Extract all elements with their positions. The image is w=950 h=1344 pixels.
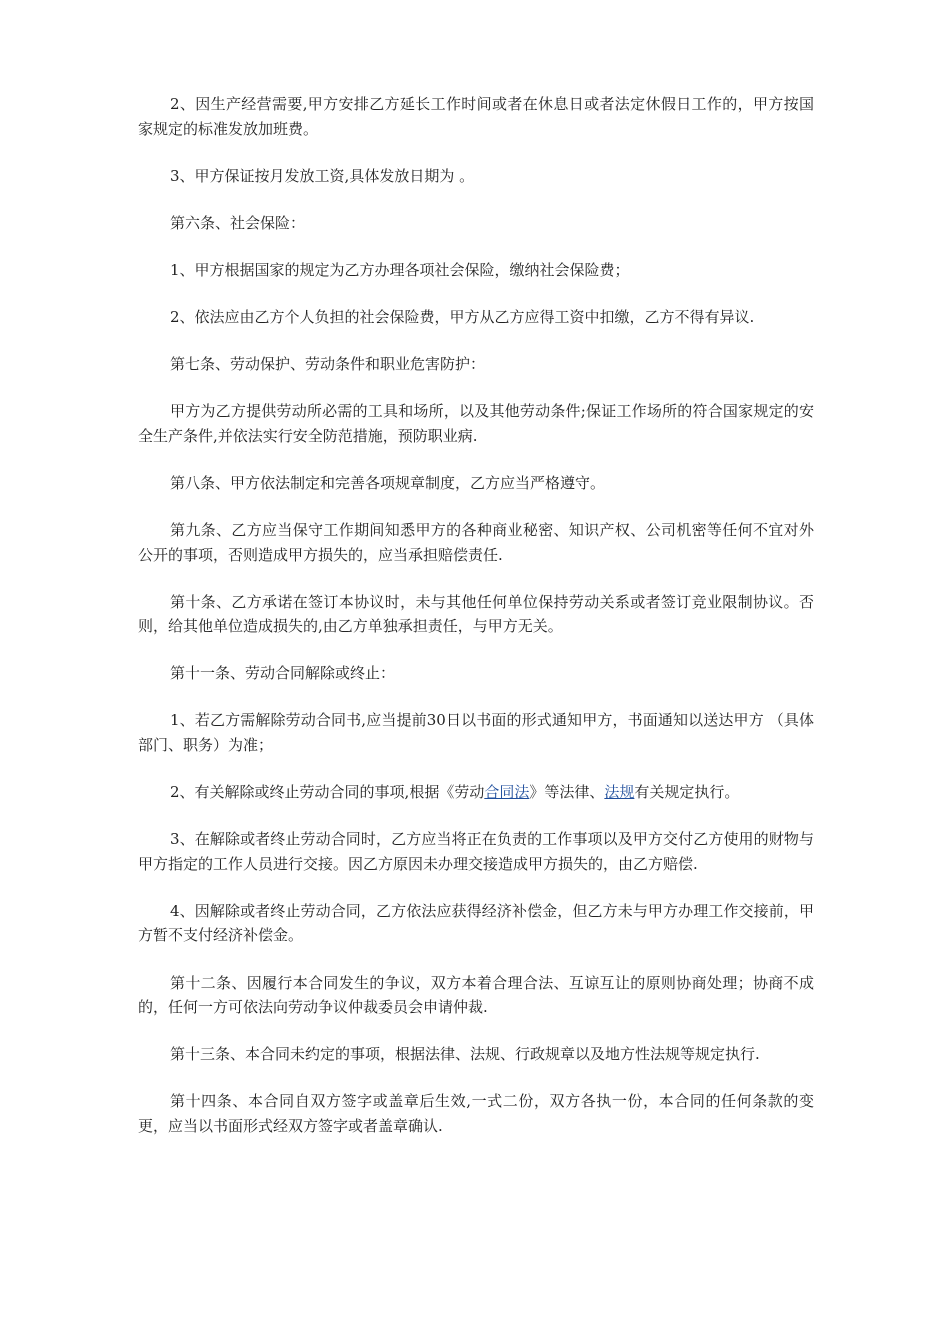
article-7-heading: 第七条、劳动保护、劳动条件和职业危害防护：: [170, 355, 486, 374]
article-6-heading: 第六条、社会保险：: [170, 213, 306, 232]
article-10: 第十条、乙方承诺在签订本协议时，未与其他任何单位保持劳动关系或者签订竞业限制协议。否则，给其他单位造成损失的,由乙方单独承担责任，与甲方无关。: [138, 592, 814, 636]
law-text-middle: 》等法律、: [529, 783, 605, 802]
article-11-heading: 第十一条、劳动合同解除或终止：: [170, 664, 396, 683]
article-14: 第十四条、本合同自双方签字或盖章后生效,一式二份，双方各执一份，本合同的任何条款的变更，应当以书面形式经双方签字或者盖章确认.: [138, 1092, 814, 1135]
document-body: [138, 92, 814, 1161]
article-8: 第八条、甲方依法制定和完善各项规章制度，乙方应当严格遵守。: [170, 473, 606, 492]
paragraph-social-insurance-1: 1、甲方根据国家的规定为乙方办理各项社会保险，缴纳社会保险费；: [170, 260, 630, 279]
law-text-before: 2、有关解除或终止劳动合同的事项,根据《劳动: [170, 783, 485, 802]
paragraph-pay-date: 3、甲方保证按月发放工资,具体发放日期为 。: [170, 166, 475, 185]
contract-law-link[interactable]: 合同法: [484, 783, 530, 802]
paragraph-termination-notice: 1、若乙方需解除劳动合同书,应当提前30日以书面的形式通知甲方，书面通知以送达甲方 （具体部门、职务）为准；: [138, 711, 814, 754]
paragraph-overtime: 2、因生产经营需要,甲方安排乙方延长工作时间或者在休息日或者法定休假日工作的，甲方按国家规定的标准发放加班费。: [138, 95, 814, 138]
paragraph-handover: 3、在解除或者终止劳动合同时，乙方应当将正在负责的工作事项以及甲方交付乙方使用的财物与甲方指定的工作人员进行交接。因乙方原因未办理交接造成甲方损失的，由乙方赔偿.: [138, 830, 814, 873]
law-text-after: 有关规定执行。: [634, 783, 740, 802]
paragraph-termination-law: [138, 780, 814, 805]
paragraph-labor-protection: 甲方为乙方提供劳动所必需的工具和场所，以及其他劳动条件;保证工作场所的符合国家规定的安全生产条件,并依法实行安全防范措施，预防职业病.: [138, 402, 814, 445]
regulations-link[interactable]: 法规: [604, 783, 635, 802]
paragraph-compensation: 4、因解除或者终止劳动合同，乙方依法应获得经济补偿金，但乙方未与甲方办理工作交接前，甲方暂不支付经济补偿金。: [138, 901, 814, 945]
article-12: 第十二条、因履行本合同发生的争议，双方本着合理合法、互谅互让的原则协商处理；协商不成的，任何一方可依法向劳动争议仲裁委员会申请仲裁.: [138, 973, 814, 1017]
article-9: 第九条、乙方应当保守工作期间知悉甲方的各种商业秘密、知识产权、公司机密等任何不宜对外公开的事项，否则造成甲方损失的，应当承担赔偿责任.: [138, 520, 814, 564]
paragraph-social-insurance-2: 2、依法应由乙方个人负担的社会保险费，甲方从乙方应得工资中扣缴，乙方不得有异议.: [170, 307, 755, 326]
article-13: 第十三条、本合同未约定的事项，根据法律、法规、行政规章以及地方性法规等规定执行.: [170, 1045, 760, 1064]
